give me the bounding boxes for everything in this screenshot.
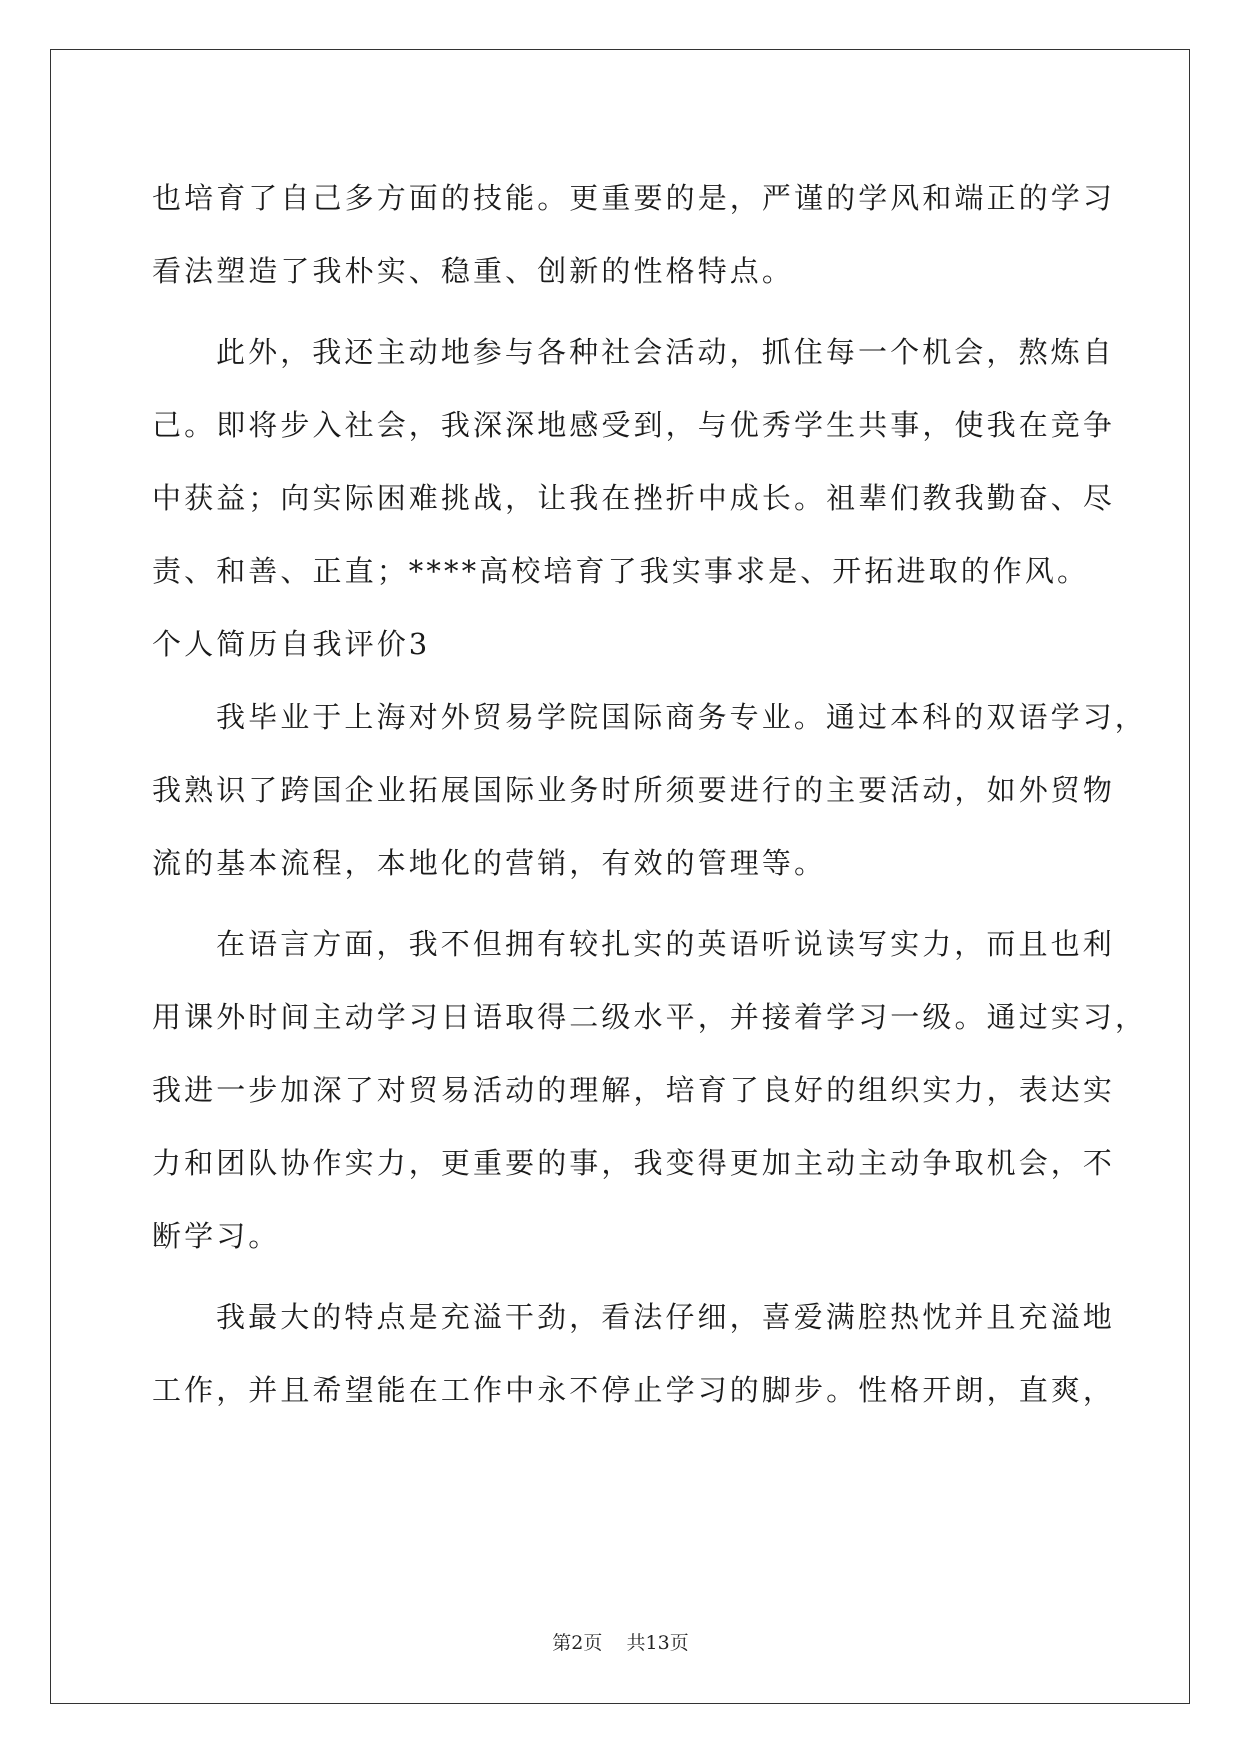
text-line: 断学习。 [152, 1219, 281, 1253]
text-line: 责、和善、正直；****高校培育了我实事求是、开拓进取的作风。 [152, 554, 1090, 588]
text-line: 看法塑造了我朴实、稳重、创新的性格特点。 [152, 254, 795, 288]
paragraph [152, 1281, 1116, 1427]
text-line: 此外，我还主动地参与各种社会活动，抓住每一个机会，熬炼自 [216, 335, 1115, 369]
text-line: 中获益；向实际困难挑战，让我在挫折中成长。祖辈们教我勤奋、尽 [152, 481, 1116, 515]
document-body [152, 162, 1148, 1427]
text-line: 我毕业于上海对外贸易学院国际商务专业。通过本科的双语学习， [216, 700, 1147, 734]
text-line: 力和团队协作实力，更重要的事，我变得更加主动主动争取机会，不 [152, 1146, 1116, 1180]
paragraph [152, 681, 1147, 900]
text-line: 也培育了自己多方面的技能。更重要的是，严谨的学风和端正的学习 [152, 181, 1116, 215]
text-line: 我最大的特点是充溢干劲，看法仔细，喜爱满腔热忱并且充溢地 [216, 1300, 1115, 1334]
text-line: 己。即将步入社会，我深深地感受到，与优秀学生共事，使我在竞争 [152, 408, 1116, 442]
paragraph [152, 316, 1116, 608]
page-number: 第2页 共13页 [552, 1632, 689, 1654]
text-line: 在语言方面，我不但拥有较扎实的英语听说读写实力，而且也利 [216, 927, 1115, 961]
heading-text: 个人简历自我评价3 [152, 627, 431, 661]
text-line: 工作，并且希望能在工作中永不停止学习的脚步。性格开朗，直爽， [152, 1373, 1116, 1407]
paragraph [152, 908, 1148, 1273]
text-line: 我进一步加深了对贸易活动的理解，培育了良好的组织实力，表达实 [152, 1073, 1116, 1107]
section-heading [152, 608, 1087, 681]
text-line: 用课外时间主动学习日语取得二级水平，并接着学习一级。通过实习， [152, 1000, 1148, 1034]
text-line: 我熟识了跨国企业拓展国际业务时所须要进行的主要活动，如外贸物 [152, 773, 1116, 807]
paragraph [152, 162, 1116, 308]
text-line: 流的基本流程，本地化的营销，有效的管理等。 [152, 846, 827, 880]
